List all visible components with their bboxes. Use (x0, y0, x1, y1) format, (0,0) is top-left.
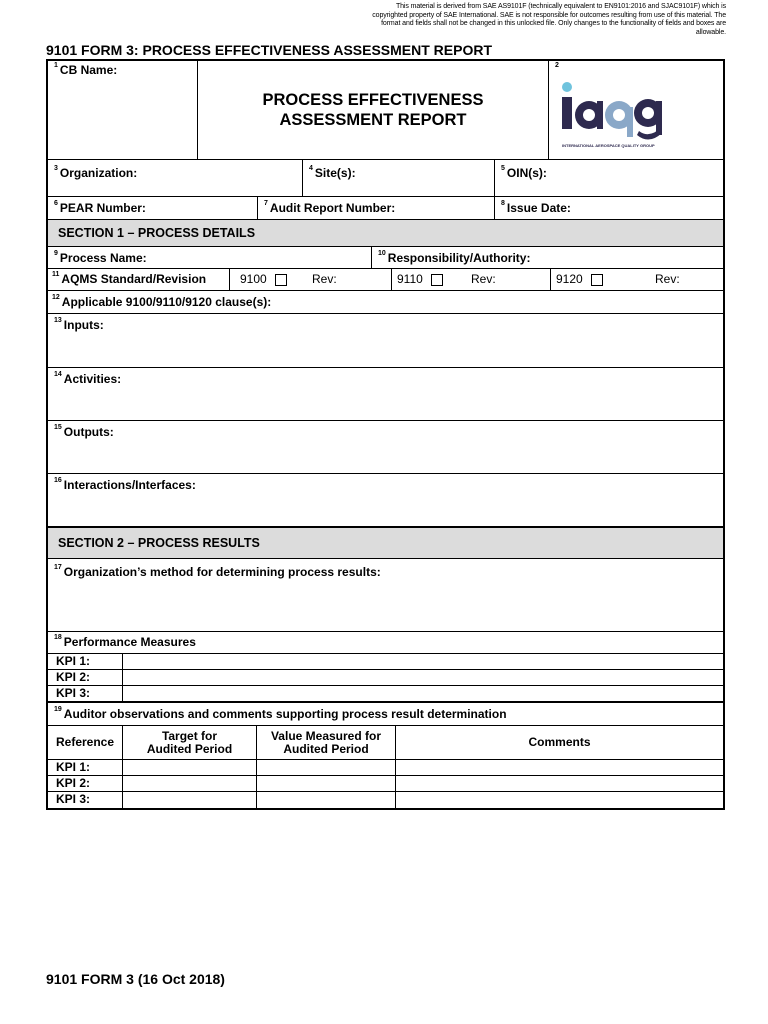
sites-label: Site(s): (314, 166, 356, 180)
form-title: 9101 FORM 3: PROCESS EFFECTIVENESS ASSESSMENT REPORT (46, 42, 493, 58)
field-number: 12 (52, 294, 60, 301)
field-number: 15 (54, 424, 62, 431)
organization-row (46, 160, 725, 197)
field-number: 19 (54, 706, 62, 713)
process-name-label: Process Name: (59, 251, 147, 265)
field-number: 17 (54, 564, 62, 571)
organization-field[interactable] (48, 160, 303, 196)
outputs-row (46, 421, 725, 474)
section1-title: SECTION 1 – PROCESS DETAILS (48, 220, 723, 246)
performance-measures-label: Performance Measures (63, 635, 196, 649)
oin-label: OIN(s): (506, 166, 547, 180)
field-number: 2 (555, 62, 559, 69)
kpi-value-field[interactable] (123, 686, 723, 701)
iaqg-logo (559, 81, 669, 151)
std-9100-label: 9100 (240, 272, 267, 286)
std-9110-checkbox[interactable] (431, 274, 443, 286)
pear-number-label: PEAR Number: (59, 201, 146, 215)
inputs-field[interactable] (48, 314, 723, 367)
results-table-row (46, 792, 725, 810)
comments-field[interactable] (396, 760, 723, 775)
kpi-label: KPI 2: (48, 670, 123, 685)
copyright-disclaimer: This material is derived from SAE AS9101F (technically equivalent to EN9101:2016 and SJAC9101F) which is copyrighted property of SAE International. SAE is not responsible for outcomes resulting from use of this material. The format and fields shall not be changed in this unlocked file. Only changes to the functionality of fields and boxes are allowable. (372, 3, 726, 36)
std-9110-rev[interactable]: Rev: (471, 272, 496, 286)
performance-measures-label-cell (48, 632, 723, 653)
organization-label: Organization: (59, 166, 138, 180)
cb-name-label: CB Name: (59, 63, 118, 77)
kpi-row (46, 670, 725, 686)
target-field[interactable] (123, 776, 257, 791)
activities-row (46, 368, 725, 421)
field-number: 10 (378, 250, 386, 257)
header-row (46, 59, 725, 160)
kpi-label: KPI 3: (48, 792, 123, 808)
field-number: 11 (52, 271, 60, 278)
observations-row (46, 703, 725, 726)
std-9100-cell (230, 269, 392, 290)
outputs-field[interactable] (48, 421, 723, 473)
std-9120-checkbox[interactable] (591, 274, 603, 286)
field-number: 1 (54, 62, 58, 69)
audit-report-number-field[interactable] (258, 197, 495, 219)
logo-caption: INTERNATIONAL AEROSPACE QUALITY GROUP (562, 143, 655, 148)
section2-title: SECTION 2 – PROCESS RESULTS (48, 528, 723, 558)
process-name-field[interactable] (48, 247, 372, 268)
field-number: 9 (54, 250, 58, 257)
pear-number-field[interactable] (48, 197, 258, 219)
kpi-label: KPI 1: (48, 760, 123, 775)
issue-date-field[interactable] (495, 197, 723, 219)
sites-field[interactable] (303, 160, 495, 196)
section1-header-row (46, 220, 725, 247)
outputs-label: Outputs: (63, 425, 114, 439)
field-number: 16 (54, 477, 62, 484)
issue-date-label: Issue Date: (506, 201, 571, 215)
performance-row (46, 632, 725, 654)
report-title-line1: PROCESS EFFECTIVENESS (262, 91, 484, 109)
comments-header: Comments (528, 735, 591, 749)
kpi-value-field[interactable] (123, 654, 723, 669)
reference-header: Reference (48, 726, 123, 759)
clauses-label: Applicable 9100/9110/9120 clause(s): (61, 295, 272, 309)
value-field[interactable] (257, 776, 396, 791)
clauses-row (46, 291, 725, 314)
responsibility-label: Responsibility/Authority: (387, 251, 531, 265)
section2-header-row (46, 528, 725, 559)
responsibility-field[interactable] (372, 247, 723, 268)
activities-label: Activities: (63, 372, 122, 386)
report-title (198, 61, 549, 159)
aqms-label-cell (48, 269, 230, 290)
kpi-label: KPI 3: (48, 686, 123, 701)
interactions-label: Interactions/Interfaces: (63, 478, 196, 492)
field-number: 6 (54, 200, 58, 207)
assessment-form (46, 59, 725, 810)
kpi-label: KPI 1: (48, 654, 123, 669)
std-9110-cell (392, 269, 551, 290)
value-field[interactable] (257, 792, 396, 808)
form-footer: 9101 FORM 3 (16 Oct 2018) (46, 971, 225, 987)
target-field[interactable] (123, 760, 257, 775)
process-name-row (46, 247, 725, 269)
inputs-row (46, 314, 725, 368)
results-table-header (46, 726, 725, 760)
pear-row (46, 197, 725, 220)
method-field[interactable] (48, 559, 723, 631)
kpi-label: KPI 2: (48, 776, 123, 791)
observations-label-cell (48, 703, 723, 725)
field-number: 7 (264, 200, 268, 207)
aqms-row (46, 269, 725, 291)
std-9100-checkbox[interactable] (275, 274, 287, 286)
std-9120-label: 9120 (556, 272, 583, 286)
report-title-line2: ASSESSMENT REPORT (279, 111, 467, 129)
target-field[interactable] (123, 792, 257, 808)
logo-cell (549, 61, 723, 159)
std-9100-rev[interactable]: Rev: (312, 272, 337, 286)
clauses-field[interactable] (48, 291, 723, 313)
std-9110-label: 9110 (397, 272, 423, 286)
interactions-row (46, 474, 725, 528)
audit-report-number-label: Audit Report Number: (269, 201, 396, 215)
results-table-row (46, 760, 725, 776)
comments-field[interactable] (396, 792, 723, 808)
field-number: 5 (501, 165, 505, 172)
field-number: 13 (54, 317, 62, 324)
inputs-label: Inputs: (63, 318, 104, 332)
observations-label: Auditor observations and comments supporting process result determination (63, 707, 507, 721)
comments-field[interactable] (396, 776, 723, 791)
kpi-value-field[interactable] (123, 670, 723, 685)
oin-field[interactable] (495, 160, 723, 196)
target-header: Target for Audited Period (123, 726, 257, 759)
cb-name-field[interactable] (48, 61, 198, 159)
value-header: Value Measured for Audited Period (257, 726, 396, 759)
kpi-row (46, 654, 725, 670)
value-field[interactable] (257, 760, 396, 775)
field-number: 18 (54, 634, 62, 641)
field-number: 8 (501, 200, 505, 207)
field-number: 4 (309, 165, 313, 172)
std-9120-rev[interactable]: Rev: (655, 272, 680, 286)
method-label: Organization’s method for determining process results: (63, 565, 381, 579)
aqms-label: AQMS Standard/Revision (61, 272, 207, 286)
std-9120-cell (551, 269, 723, 290)
field-number: 14 (54, 371, 62, 378)
method-row (46, 559, 725, 632)
interactions-field[interactable] (48, 474, 723, 526)
kpi-row (46, 686, 725, 703)
activities-field[interactable] (48, 368, 723, 420)
results-table-row (46, 776, 725, 792)
field-number: 3 (54, 165, 58, 172)
